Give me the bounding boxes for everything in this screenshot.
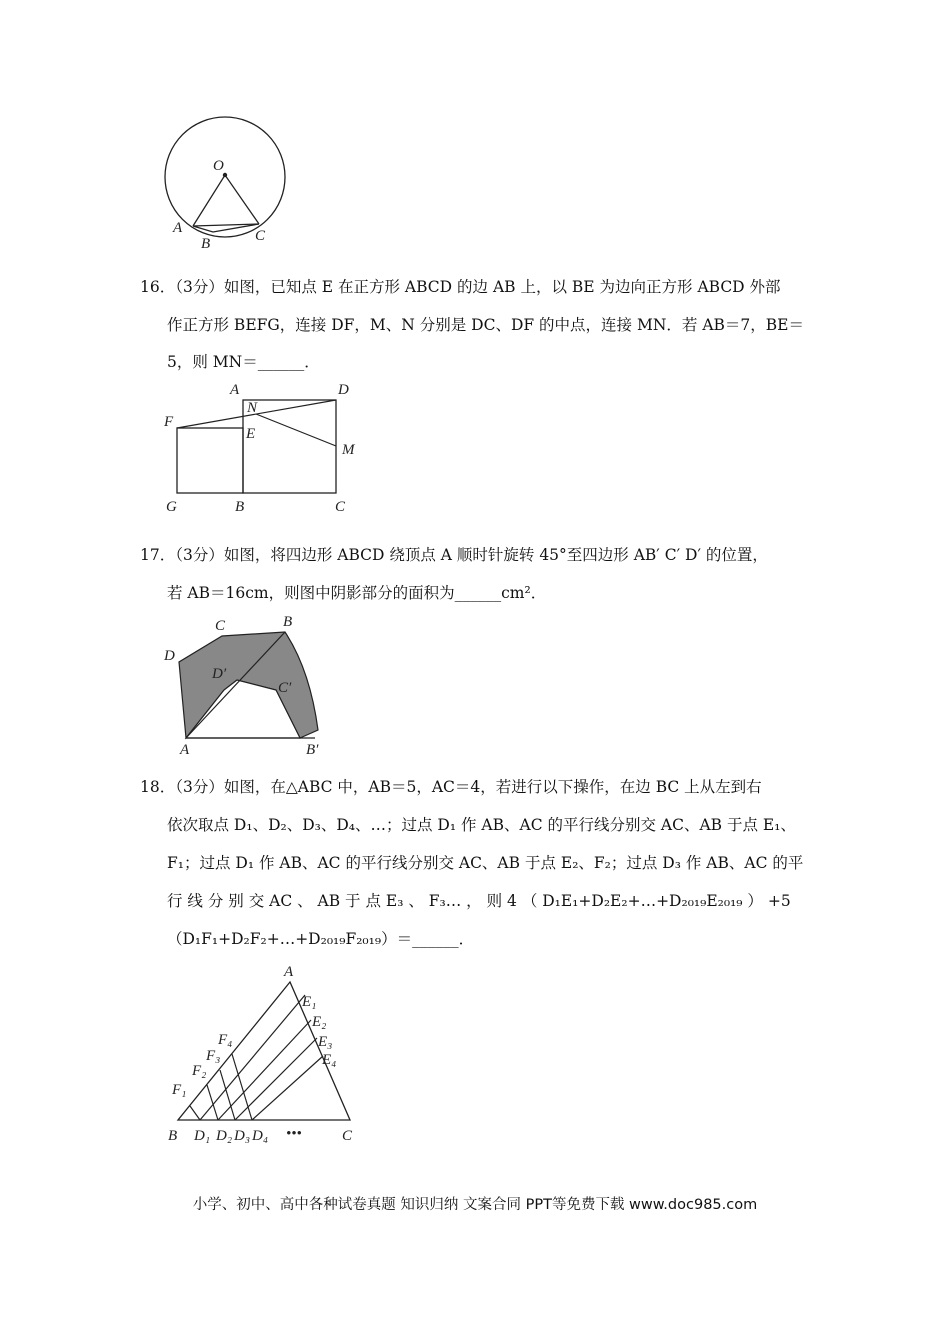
q17-line-2: 若 AB＝16cm，则图中阴影部分的面积为______cm²．	[167, 584, 547, 602]
q17-line-1: 17．（3分）如图，将四边形 ABCD 绕顶点 A 顺时针旋转 45°至四边形 AB′ C′ D′ 的位置，	[140, 546, 768, 564]
label-n: N	[247, 400, 258, 416]
label-d2: D₂	[216, 1128, 233, 1144]
label-e3: E₃	[318, 1034, 333, 1050]
page-footer: 小学、初中、高中各种试卷真题 知识归纳 文案合同 PPT等免费下载 www.doc985.com	[192, 1197, 758, 1213]
label-e1: E₁	[302, 994, 317, 1010]
label-c: C	[335, 499, 346, 515]
q18-line-2: 依次取点 D₁、D₂、D₃、D₄、…；过点 D₁ 作 AB、AC 的平行线分别交 AC、AB 于点 E₁、	[167, 816, 796, 834]
label-f: F	[164, 414, 174, 430]
label-f4: F₄	[218, 1032, 233, 1048]
label-b: B	[201, 236, 211, 252]
label-a: A	[284, 964, 294, 980]
label-m: M	[342, 442, 355, 458]
label-d-prime: D′	[212, 666, 227, 682]
label-f1: F₁	[172, 1082, 187, 1098]
label-c: C	[342, 1128, 353, 1144]
label-f3: F₃	[206, 1048, 221, 1064]
figure-q18-triangle	[160, 960, 370, 1150]
label-o: O	[213, 158, 224, 174]
label-a: A	[230, 382, 240, 398]
q18-line-5: （D₁F₁+D₂F₂+…+D₂₀₁₉F₂₀₁₉）＝______．	[167, 930, 475, 948]
label-g: G	[166, 499, 177, 515]
label-e2: E₂	[312, 1014, 327, 1030]
label-b: B	[235, 499, 245, 515]
label-b: B	[283, 614, 293, 630]
label-c: C	[215, 618, 226, 634]
label-a: A	[173, 220, 183, 236]
label-c: C	[255, 228, 266, 244]
label-c-prime: C′	[278, 680, 292, 696]
label-b: B	[168, 1128, 178, 1144]
q16-line-3: 5，则 MN＝______．	[167, 353, 320, 371]
q16-line-1: 16．（3分）如图，已知点 E 在正方形 ABCD 的边 AB 上，以 BE 为边向正方形 ABCD 外部	[140, 278, 781, 296]
label-e4: E₄	[322, 1052, 337, 1068]
label-d: D	[338, 382, 349, 398]
label-f2: F₂	[192, 1063, 207, 1079]
q16-line-2: 作正方形 BEFG，连接 DF，M、N 分别是 DC、DF 的中点，连接 MN．若 AB＝7，BE＝	[167, 316, 805, 334]
q18-line-1: 18．（3分）如图，在△ABC 中，AB＝5，AC＝4，若进行以下操作，在边 BC 上从左到右	[140, 778, 762, 796]
label-d3: D₃	[234, 1128, 251, 1144]
q18-line-4: 行 线 分 别 交 AC 、 AB 于 点 E₃ 、 F₃… ， 则 4 （ D₁E₁+D₂E₂+…+D₂₀₁₉E₂₀₁₉ ） +5	[167, 892, 791, 910]
figure-q16-squares	[160, 380, 370, 520]
label-a: A	[180, 742, 190, 758]
figure-q17-rotation	[160, 610, 335, 760]
label-b-prime: B′	[306, 742, 319, 758]
dots-bottom: •••	[286, 1126, 302, 1142]
label-d1: D₁	[194, 1128, 211, 1144]
label-d4: D₄	[252, 1128, 269, 1144]
figure-q15-circle	[155, 110, 305, 260]
q18-line-3: F₁；过点 D₁ 作 AB、AC 的平行线分别交 AC、AB 于点 E₂、F₂；过点 D₃ 作 AB、AC 的平	[167, 854, 804, 872]
label-d: D	[164, 648, 175, 664]
label-e: E	[246, 426, 256, 442]
